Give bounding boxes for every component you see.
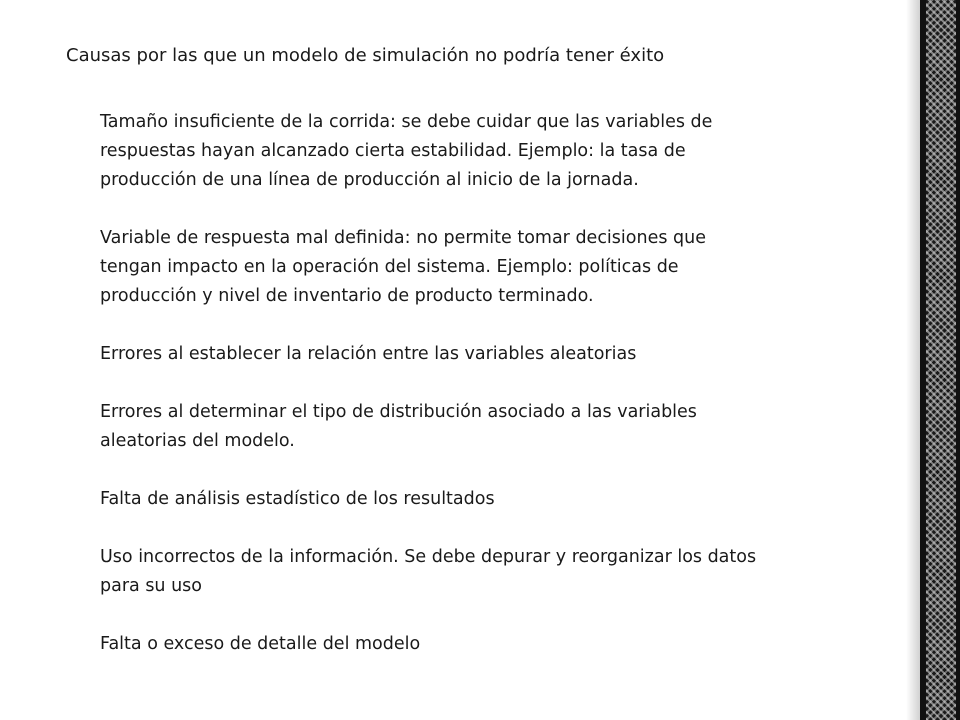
edge-shadow (906, 0, 920, 720)
text-line: Tamaño insuficiente de la corrida: se debe cuidar que las variables de (100, 112, 713, 132)
slide-title: Causas por las que un modelo de simulación no podría tener éxito (66, 45, 665, 66)
text-line: Uso incorrectos de la información. Se debe depurar y reorganizar los datos (100, 547, 757, 567)
paragraph-tipo-distribucion (100, 398, 840, 456)
text-line: Errores al determinar el tipo de distribución asociado a las variables (100, 402, 697, 422)
paragraph-variable-respuesta (100, 224, 840, 311)
text-line: Errores al establecer la relación entre las variables aleatorias (100, 344, 637, 364)
text-line: Variable de respuesta mal definida: no permite tomar decisiones que (100, 228, 706, 248)
text-line: tengan impacto en la operación del sistema. Ejemplo: políticas de (100, 257, 679, 277)
paragraph-uso-informacion (100, 543, 840, 601)
text-line: para su uso (100, 576, 203, 596)
text-line: Falta o exceso de detalle del modelo (100, 634, 421, 654)
text-line: aleatorias del modelo. (100, 431, 295, 451)
paragraph-detalle-modelo (100, 630, 840, 659)
text-line: respuestas hayan alcanzado cierta estabilidad. Ejemplo: la tasa de (100, 141, 686, 161)
text-line: producción y nivel de inventario de producto terminado. (100, 286, 594, 306)
text-line: Falta de análisis estadístico de los resultados (100, 489, 495, 509)
paragraph-analisis-estadistico (100, 485, 840, 514)
paragraph-relacion-variables (100, 340, 840, 369)
text-line: producción de una línea de producción al inicio de la jornada. (100, 170, 639, 190)
slide-body (100, 108, 840, 659)
paragraph-tamano-corrida (100, 108, 840, 195)
decorative-pattern (926, 0, 956, 720)
decorative-right-border (920, 0, 960, 720)
